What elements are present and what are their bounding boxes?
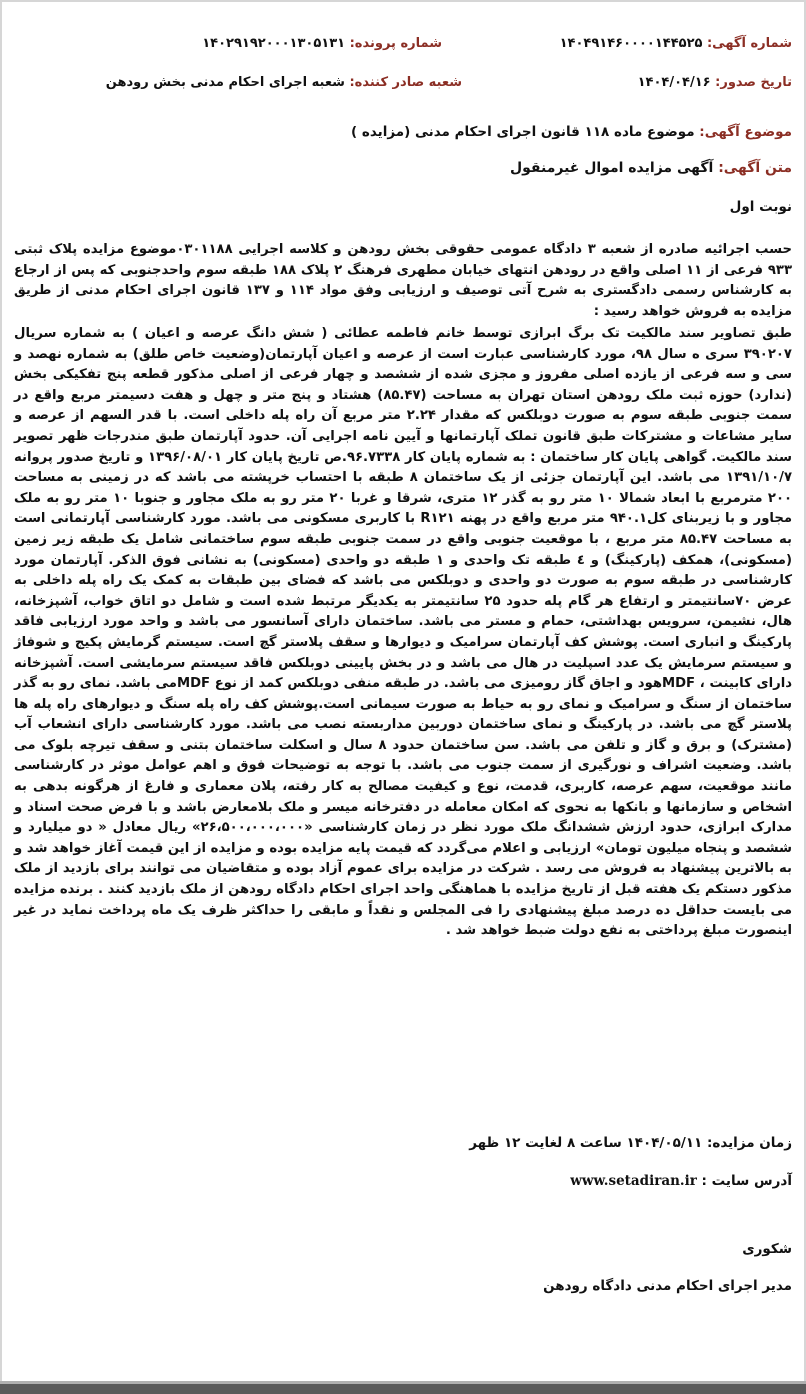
signoff-name: شکوری (742, 1241, 792, 1257)
notice-text-value: آگهی مزایده اموال غیرمنقول (509, 160, 714, 176)
notice-subject (351, 124, 792, 140)
top-border (0, 0, 806, 2)
subject-label: موضوع آگهی: (699, 124, 792, 140)
issue-date-label: تاریخ صدور: (715, 75, 792, 90)
notice-round: نوبت اول (729, 199, 792, 215)
case-number (202, 36, 442, 51)
case-number-label: شماره پرونده: (349, 36, 442, 51)
notice-number (560, 36, 792, 51)
left-border (0, 0, 2, 1394)
subject-value: موضوع ماده ۱۱۸ قانون اجرای احکام مدنی (مزایده ) (351, 124, 695, 140)
property-description-paragraph: طبق تصاویر سند مالکیت تک برگ ابرازی توسط خانم فاطمه عطائی ( شش دانگ عرصه و اعیان ) به شماره سریال ۳۹۰۲۰۷ سری ه سال ۹۸، مورد کارشناسی عبارت است از عرصه و اعیان آپارتمان(وضعیت خاص طلق) به شماره نهصد و سی و سه فرعی از یازده اصلی مفروز و مجزی شده از ششصد و چهار فرعی از اصلی مذکور قطعه پنج تفکیکی بخش (ندارد) حوزه ثبت ملک رودهن استان تهران به مساحت (۸۵.۴۷) هشتاد و پنج متر و چهل و هفت دسیمتر مربع واقع در سمت جنوبی طبقه سوم به صورت دوبلکس که مقدار ۲.۲۴ متر مربع آن راه پله داخلی است. با قدر السهم از عرصه و سایر مشاعات و مشترکات طبق قانون تملک آپارتمانها و آیین نامه اجرایی آن. حدود آپارتمان طبق مندرجات ظهر تصویر سند مالکیت. گواهی پایان کار ساختمان : به شماره پایان کار ۹۶.۷۳۳۸.ص تاریخ پایان کار ۱۳۹۶/۰۸/۰۱ و تاریخ صدور پروانه ۱۳۹۱/۱۰/۷ می باشد. این آپارتمان جزئی از یک ساختمان ۸ طبقه با احتساب خرپشته می باشد که در زمینی به مساحت ۲۰۰ مترمربع با ابعاد شمالا ۱۰ متر رو به گذر ۱۲ متری، شرقا و غربا ۲۰ متر رو به ملک مجاور و جنوبا ۱۰ متر رو به ملک مجاور و با زیربنای کل۹۴۰.۱ متر مربع واقع در پهنه R۱۲۱ با کاربری مسکونی می باشد. مورد کارشناسی آپارتمانی است به مساحت ۸۵.۴۷ متر مربع ، با موقعیت جنوبی واقع در سمت جنوبی طبقه سوم ساختمانی شامل یک طبقه زیر زمین (مسکونی)، همکف (پارکینگ) و ٤ طبقه تک واحدی و ۱ طبقه دو واحدی (مسکونی) به نشانی فوق الذکر. آپارتمان مورد کارشناسی در طبقه سوم به صورت دو واحدی و دوبلکس می باشد که فضای بین طبقات به کمک یک راه پله داخلی به عرض ۷۰سانتیمتر و ارتفاع هر گام پله حدود ۲۵ سانتیمتر به یکدیگر مرتبط شده است و شامل دو اتاق خواب، آشپزخانه، هال، نشیمن، سرویس بهداشتی، حمام و مستر می باشد. ساختمان دارای آسانسور می باشد و واحد مورد ارزیابی فاقد پارکینگ و انباری است. پوشش کف آپارتمان سرامیک و دیوارها و سقف پلاستر گچ است. سیستم گرمایش پکیج و شوفاژ و سیستم سرمایش یک عدد اسپلیت در هال می باشد و در بخش پایینی دوبلکس فاقد سیستم سرمایشی است. آشپزخانه دارای کابینت ، MDFهود و اجاق گاز رومیزی می باشد. در طبقه منفی دوبلکس کمد از نوع MDFمی باشد. نمای رو به گذر ساختمان از سنگ و سرامیک و نمای رو به حیاط به صورت سیمانی است.پوشش کف راه پله سنگ و دیوارهای راه پله ها پلاستر گچ می باشد. در پارکینگ و نمای ساختمان دوربین مداربسته نصب می باشد. مورد کارشناسی دارای انشعاب آب (مشترک) و برق و گاز و تلفن می باشد. سن ساختمان حدود ۸ سال و اسکلت ساختمان بتنی و سقف تیرچه بلوک می باشد. وضعیت اشراف و نورگیری از سمت جنوب می باشد. با توجه به توضیحات فوق و اهم عوامل موثر در کارشناسی مانند موقعیت، سهم عرصه، کاربری، قدمت، نوع و کیفیت مصالح به کار رفته، پلان معماری و فارغ از هرگونه بدهی به اشخاص و سازمانها و بانکها به نحوی که امکان معامله در دفترخانه میسر و ملک بلامعارض باشد و با فرض صحت اسناد و مدارک ابرازی، حدود ارزش ششدانگ ملک مورد نظر در زمان کارشناسی «۲۶،۵۰۰،۰۰۰،۰۰۰» ریال معادل « دو میلیارد و ششصد و پنجاه میلیون تومان» ارزیابی و اعلام می‌گردد که قیمت پایه مزایده بوده و مزایده از این قیمت آغاز خواهد شد و به بالاترین پیشنهاد به فروش می رسد . شرکت در مزایده برای عموم آزاد بوده و متقاضیان می توانند برای بازدید از ملک مذکور دستکم یک هفته قبل از تاریخ مزایده با هماهنگی واحد اجرای احکام دادگاه رودهن از ملک بازدید کنند . برنده مزایده می بایست حداقل ده درصد مبلغ پیشنهادی را فی المجلس و نقداً و مابقی را حداکثر ظرف یک ماه پرداخت نماید در غیر اینصورت مبلغ پرداختی به نفع دولت ضبط خواهد شد . (14, 326, 793, 939)
site-address (570, 1173, 792, 1189)
signoff-title: مدیر اجرای احکام مدنی دادگاه رودهن (543, 1278, 792, 1294)
issuer-label: شعبه صادر کننده: (349, 75, 462, 90)
notice-text-label: متن آگهی: (718, 160, 792, 176)
issue-date (638, 75, 792, 90)
issuer-value: شعبه اجرای احکام مدنی بخش رودهن (105, 75, 345, 90)
bottom-bar (0, 1384, 806, 1394)
site-url-link[interactable]: www.setadiran.ir (570, 1173, 697, 1189)
issue-date-value: ۱۴۰۴/۰۴/۱۶ (637, 75, 711, 90)
notice-text-title (510, 160, 792, 176)
intro-paragraph: حسب اجرائیه صادره از شعبه ۳ دادگاه عمومی حقوقی بخش رودهن و کلاسه اجرایی ۰۳۰۱۱۸۸موضوع مزایده پلاک ثبتی ۹۳۳ فرعی از ۱۱ اصلی واقع در رودهن انتهای خیابان مطهری فرهنگ ۲ پلاک ۱۸۸ طبقه سوم واحدجنوبی که پس از ارجاع به کارشناس رسمی دادگستری به شرح آتی توصیف و ارزیابی وفق مواد ۱۱۴ و ۱۳۷ قانون اجرای احکام مدنی از طریق مزایده به فروش خواهد رسید : (14, 242, 792, 319)
notice-number-label: شماره آگهی: (706, 36, 792, 51)
auction-time: زمان مزایده: ۱۴۰۴/۰۵/۱۱ ساعت ۸ لغایت ۱۲ ظهر (469, 1135, 792, 1151)
site-label: آدرس سایت : (701, 1173, 792, 1189)
issuer (106, 75, 462, 90)
case-number-value: ۱۴۰۲۹۱۹۲۰۰۰۱۳۰۵۱۳۱ (202, 36, 346, 51)
notice-number-value: ۱۴۰۴۹۱۴۶۰۰۰۰۱۴۴۵۲۵ (559, 36, 703, 51)
